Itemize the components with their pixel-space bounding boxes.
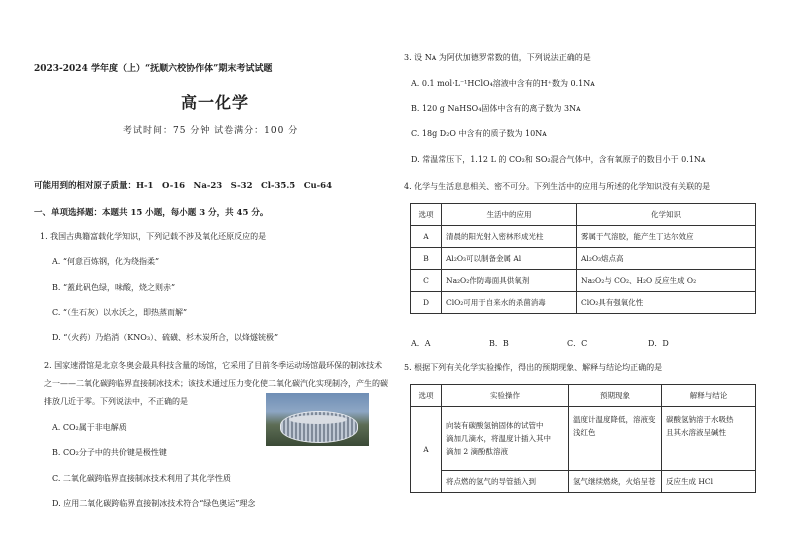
cell-line: 向装有碳酸氢钠固体的试管中 — [446, 421, 544, 430]
atomic-masses: 可能用到的相对原子质量：H-1 O-16 Na-23 S-32 Cl-35.5 Cu-64 — [34, 181, 333, 191]
question-1-option-d: D. “（火药）乃焰消（KNO₃）、硫磺、杉木炭所合，以烽燧铳极” — [52, 333, 279, 342]
table-cell: 将点燃的氢气的导管插入到 — [442, 471, 569, 493]
table-header: 生活中的应用 — [442, 204, 577, 226]
table-cell: Al₂O₃熔点高 — [577, 248, 756, 270]
question-2-option-c: C. 二氧化碳跨临界直接制冰技术利用了其化学性质 — [52, 474, 231, 483]
cell-line: 浅红色 — [573, 428, 596, 437]
question-5-stem: 5. 根据下列有关化学实验操作，得出的预期现象、解释与结论均正确的是 — [404, 363, 663, 372]
table-header: 选项 — [411, 204, 442, 226]
cell-line: 滴加 2 滴酚酞溶液 — [446, 447, 509, 456]
question-2-option-a: A. CO₂属于非电解质 — [52, 423, 127, 432]
table-cell: 清晨的阳光射入密林形成光柱 — [442, 226, 577, 248]
table-cell: 氢气继续燃烧，火焰呈苍 — [569, 471, 662, 493]
question-2-stem-line3: 排放几近于零。下列说法中，不正确的是 — [44, 397, 188, 406]
exam-info: 考试时间：75 分钟 试卷满分：100 分 — [123, 126, 299, 136]
table-cell — [662, 407, 756, 471]
table-cell: 雾属于气溶胶，能产生丁达尔效应 — [577, 226, 756, 248]
table-header: 预期现象 — [569, 385, 662, 407]
question-2-stem-line2: 之一——二氧化碳跨临界直接制冰技术；该技术通过压力变化使二氧化碳汽化实现制冷，产生的碳 — [44, 379, 388, 388]
table-cell: A — [411, 226, 442, 248]
table-cell: Al₂O₃可以制备金属 Al — [442, 248, 577, 270]
table-cell: D — [411, 292, 442, 314]
question-2-option-b: B. CO₂分子中的共价键是极性键 — [52, 448, 167, 457]
table-cell: ClO₂可用于自来水的杀菌消毒 — [442, 292, 577, 314]
table-cell: Na₂O₂作防毒面具供氧剂 — [442, 270, 577, 292]
cell-line: 滴加几滴水，将温度计插入其中 — [446, 434, 551, 443]
question-3-option-d: D. 常温常压下，1.12 L 的 CO₂和 SO₂混合气体中，含有氧原子的数目小于 0.1Nᴀ — [411, 155, 706, 164]
question-1-option-a: A. “何意百炼钢，化为绕指柔” — [52, 257, 160, 266]
table-cell: 反应生成 HCl — [662, 471, 756, 493]
question-4-answer-c: C．C — [567, 339, 588, 348]
table-header: 实验操作 — [442, 385, 569, 407]
table-header: 化学知识 — [577, 204, 756, 226]
table-cell: Na₂O₂与 CO₂、H₂O 反应生成 O₂ — [577, 270, 756, 292]
section-heading: 一、单项选择题：本题共 15 小题，每小题 3 分，共 45 分。 — [34, 208, 269, 218]
stadium-shape — [280, 411, 358, 443]
question-2-stem-line1: 2. 国家速滑馆是北京冬奥会最具科技含量的场馆，它采用了目前冬季运动场馆最环保的制冰技术 — [44, 361, 383, 370]
question-1-stem: 1. 我国古典籍富载化学知识，下列记载不涉及氧化还原反应的是 — [40, 232, 267, 241]
table-cell: ClO₂具有强氧化性 — [577, 292, 756, 314]
question-1-option-b: B. “蓋此矾色绿，味酸，烧之则赤” — [52, 283, 176, 292]
question-3-option-a: A. 0.1 mol·L⁻¹HClO₄溶液中含有的H⁺数为 0.1Nᴀ — [411, 79, 595, 88]
table-cell: B — [411, 248, 442, 270]
cell-line: 碳酸氢钠溶于水吸热 — [666, 415, 734, 424]
question-1-option-c: C. “（生石灰）以水沃之，即热蒸而解” — [52, 308, 188, 317]
question-3-option-b: B. 120 g NaHSO₄固体中含有的离子数为 3Nᴀ — [411, 104, 581, 113]
question-4-table — [410, 203, 756, 314]
table-header: 解释与结论 — [662, 385, 756, 407]
question-4-answer-d: D．D — [648, 339, 669, 348]
table-cell — [442, 407, 569, 471]
table-header: 选项 — [411, 385, 442, 407]
subject-title: 高一化学 — [181, 93, 250, 112]
cell-line: 且其水溶液呈碱性 — [666, 428, 726, 437]
question-4-answer-a: A．A — [411, 339, 431, 348]
table-cell: C — [411, 270, 442, 292]
question-5-table — [410, 384, 756, 493]
question-4-stem: 4. 化学与生活息息相关、密不可分。下列生活中的应用与所述的化学知识没有关联的是 — [404, 182, 711, 191]
question-3-stem: 3. 设 Nᴀ 为阿伏加德罗常数的值，下列说法正确的是 — [404, 53, 591, 62]
question-3-option-c: C. 18g D₂O 中含有的质子数为 10Nᴀ — [411, 129, 547, 138]
speed-skating-oval-photo — [266, 393, 369, 446]
question-2-option-d: D. 应用二氧化碳跨临界直接制冰技术符合“绿色奥运”理念 — [52, 499, 256, 508]
question-4-answer-b: B．B — [489, 339, 509, 348]
cell-line: 温度计温度降低，溶液变 — [573, 415, 656, 424]
table-cell — [569, 407, 662, 471]
table-cell: A — [411, 407, 442, 493]
exam-title: 2023-2024 学年度（上）“抚顺六校协作体”期末考试试题 — [34, 64, 273, 74]
